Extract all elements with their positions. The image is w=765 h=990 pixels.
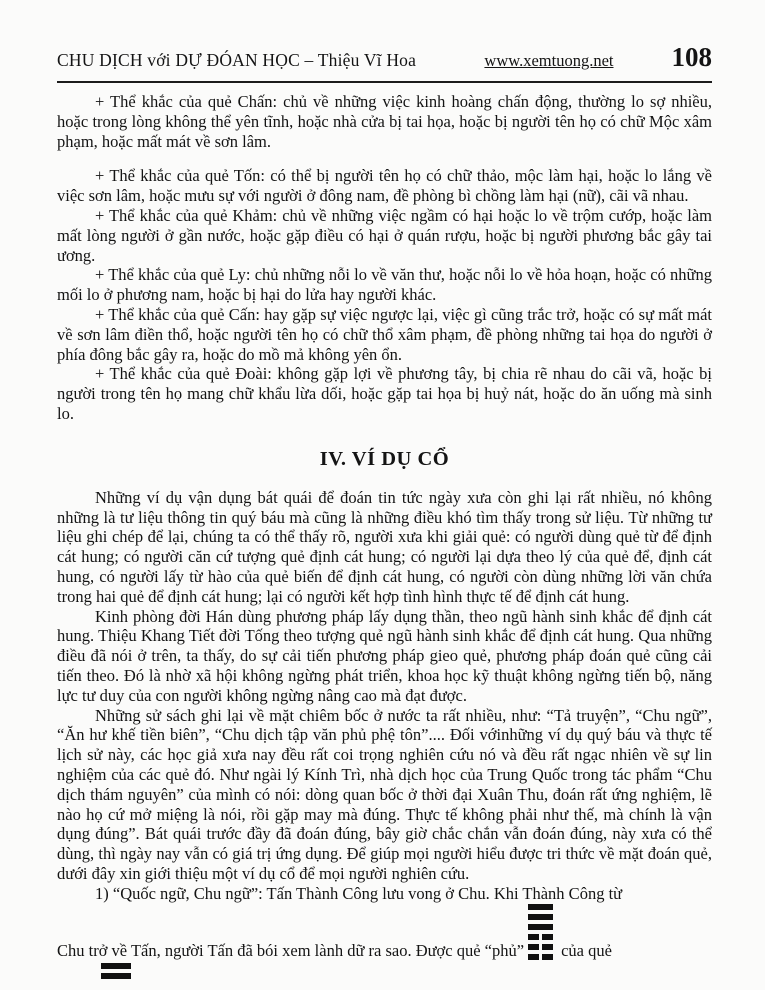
final-line-before: Chu trở về Tấn, người Tấn đã bói xem lành dữ ra sao. Được quẻ “phủ” xyxy=(57,940,525,960)
section-heading: IV. VÍ DỤ CỔ xyxy=(319,447,450,470)
phu-hexagram-icon xyxy=(528,904,553,960)
page-body xyxy=(57,92,712,979)
final-line-after: của quẻ xyxy=(561,940,612,960)
paragraph-que-ly: + Thể khắc của quẻ Ly: chủ những nỗi lo về văn thư, hoặc nỗi lo về hỏa hoạn, hoặc có những mối lo ở phương nam, hoặc bị hại do lửa hay người khác. xyxy=(57,265,712,305)
book-title: CHU DỊCH với DỰ ĐÓAN HỌC – Thiệu Vĩ Hoa xyxy=(57,50,417,70)
paragraph-kinh-phong: Kinh phòng đời Hán dùng phương pháp lấy dụng thần, theo ngũ hành sinh khắc để định cát hung. Thiệu Khang Tiết đời Tống theo tượng quẻ ngũ hành sinh khắc để định cát hung. Qua những điều đã nói ở trên, ta thấy, do sự cải tiến phương pháp gieo quẻ, phương pháp đoán quẻ cũng cải tiến theo. Đó là nhờ xã hội không ngừng phát triển, khoa học kỹ thuật không ngừng tiến bộ, năng lực tư duy của con người không ngừng nâng cao mà đạt được. xyxy=(57,606,712,705)
paragraph-que-can: + Thể khắc của quẻ Cấn: hay gặp sự việc ngược lại, việc gì cũng trắc trở, hoặc có sự mất mát về sơn lâm điền thổ, hoặc người tên họ có chữ thổ xâm phạm, đề phòng những tai họa do người ở phía đông bắc gây ra, hoặc do mồ mả không yên ổn. xyxy=(57,304,712,364)
paragraph-intro-examples: Những ví dụ vận dụng bát quái để đoán tin tức ngày xưa còn ghi lại rất nhiều, nó không những là tư liệu thông tin quý báu mà cũng là những điều khó tìm thấy trong sử liệu. Từ những tư liệu ghi chép để lại, chúng ta có thể thấy rõ, người xưa khi giải quẻ: có người dùng quẻ từ để định cát hung; có người căn cứ tượng quẻ định cát hung; có người lại dựa theo lý của quẻ để, định cát hung, có người lấy từ hào của quẻ biến để định cát hung, có người còn dùng những lời văn chứa trong hai quẻ để định cát hung; lại có người kết hợp tình hình thực tế để định cát hung. xyxy=(57,487,712,606)
partial-hexagram-icon xyxy=(101,963,131,979)
example-intro-line: 1) “Quốc ngữ, Chu ngữ”: Tấn Thành Công lưu vong ở Chu. Khi Thành Công từ xyxy=(95,883,623,903)
page-number: 108 xyxy=(671,42,712,72)
paragraph-que-doai: + Thể khắc của quẻ Đoài: không gặp lợi về phương tây, bị chia rẽ nhau do cãi vã, hoặc bị người trong tên họ mang chữ khẩu lừa dối, hoặc gặp tai họa bị huỷ nát, hoặc do ăn uống mà sinh lo. xyxy=(57,364,712,423)
paragraph-que-chan: + Thể khắc của quẻ Chấn: chủ về những việc kinh hoàng chấn động, thường lo sợ nhiều, hoặc trong lòng không thể yên tĩnh, hoặc nhà cửa bị tai họa, hoặc bị người tên họ có chữ Mộc xâm phạm, hoặc mất mát về sơn lâm. xyxy=(57,92,712,151)
paragraph-history-books: Những sử sách ghi lại về mặt chiêm bốc ở nước ta rất nhiều, như: “Tả truyện”, “Chu ngữ”, “Ăn hư khế tiền biên”, “Chu dịch tập văn phủ phệ tôn”.... Đối vớinhững ví dụ quý báu và thực tế lịch sử này, các học giả xưa nay đều rất coi trọng nghiên cứu nó và đều rất ngạc nhiên về sự lin nghiệm của các quẻ đó. Như ngài lý Kính Trì, nhà dịch học của Trung Quốc trong tác phẩm “Chu dịch thám nguyên” của mình có nói: dòng quan bốc ở thời đại Xuân Thu, đoán rất ứng nghiệm, lẽ nào họ cứ mở miệng là nói, rồi gặp may mà đúng. Thực tế không phải như thế, mà chính là vận dụng đúng”. Bát quái trước đầy đã đoán đúng, bây giờ chắc chắn vẫn đoán đúng, này xưa có thể dùng, thì ngày nay vẫn có giá trị ứng dụng. Để giúp mọi người hiểu được tri thức về mặt đoán quẻ, dưới đây xin giới thiệu một ví dụ cổ để mọi người nghiên cứu. xyxy=(57,705,712,883)
website-url: www.xemtuong.net xyxy=(484,51,614,70)
page-header xyxy=(57,44,712,83)
paragraph-que-ton: + Thể khắc của quẻ Tốn: có thể bị người tên họ có chữ thảo, mộc làm hại, hoặc lo lắng về việc sơn lâm, hoặc mưu sự với người ở đông nam, đề phòng bì chồng làm hại (nữ), cãi vã nhau. xyxy=(57,166,712,206)
final-text-line xyxy=(57,904,712,960)
paragraph-que-kham: + Thể khắc của quẻ Khảm: chủ về những việc ngầm có hại hoặc lo về trộm cướp, hoặc làm mất lòng người ở gần nước, hoặc gặp điều có hại ở quán rượu, hoặc bị người phương bắc gây tai ương. xyxy=(57,205,712,265)
